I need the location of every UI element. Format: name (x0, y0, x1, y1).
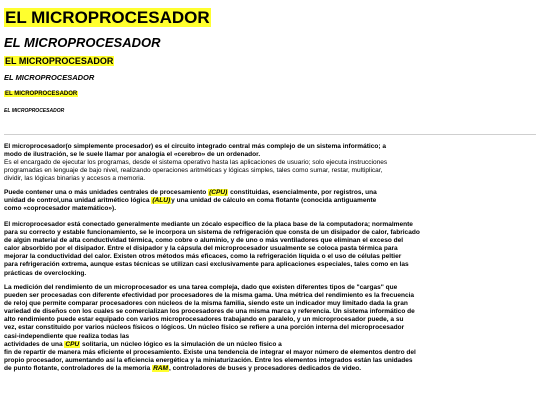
paragraph-line (4, 365, 532, 373)
heading-level-3 (4, 56, 114, 67)
paragraph-line: El microprocesador está conectado generalmente mediante un zócalo específico de la placa base de la computadora; normalmente (4, 221, 413, 228)
heading-level-3-text: EL MICROPROCESADOR (5, 56, 114, 66)
paragraph-line: alto rendimiento puede estar equipado con varios microprocesadores trabajando en paralelo, y un microprocesador puede, a su (4, 316, 404, 324)
text-run: y una unidad de cálculo en coma flotante (conocida antiguamente (171, 197, 377, 205)
heading-level-1-text: EL MICROPROCESADOR (5, 8, 210, 27)
heading-level-6: EL MICROPROCESADOR (4, 108, 65, 114)
term-cpu: CPU (65, 340, 80, 348)
paragraph-line: casi-independiente que realiza todas las (4, 332, 130, 340)
paragraph-line: de algún material de alta conductividad térmica, como cobre o aluminio, y de uno o más ventiladores que eliminan el exceso del (4, 237, 404, 245)
horizontal-divider (4, 134, 536, 135)
heading-level-5-text: EL MICROPROCESADOR (5, 91, 78, 97)
paragraph-line: fin de repartir de manera más eficiente el procesamiento. Existe una tendencia de integrar el mayor número de elementos dentro del (4, 348, 416, 356)
paragraph-performance (4, 284, 532, 373)
heading-level-2: EL MICROPROCESADOR (4, 35, 161, 50)
paragraph-line: de reloj que permite comparar procesadores con núcleos de la misma familia, siendo este un indicador muy limitado dada la gran (4, 300, 408, 308)
paragraph-line (4, 197, 532, 205)
heading-level-5 (4, 90, 78, 98)
paragraph-line: variedad de diseños con los cuales se comercializan los procesadores de una misma marca y referencia. Un sistema informático de (4, 308, 415, 316)
paragraph-line: como «coprocesador matemático»). (4, 205, 117, 213)
term-ram: RAM (153, 364, 168, 372)
paragraph-line: El microprocesador(o simplemente procesador) es el circuito integrado central más complejo de un sistema informático; a (4, 143, 387, 150)
paragraph-line: mejorar la conductividad del calor. Existen otros métodos más eficaces, como la refrigeración líquida o el uso de células peltier (4, 253, 402, 261)
paragraph-line: pueden ser procesadas con diferente efectividad por procesadores de la misma gama. Una métrica del rendimiento es la frecuencia (4, 292, 415, 300)
paragraph-line: propio procesador, aumentando así la eficiencia energética y la miniaturización. Entre los elementos integrados están las unidades (4, 356, 413, 364)
text-run: unidad de control,una unidad aritmético lógica (4, 197, 152, 205)
term-cpu: (CPU) (209, 189, 228, 196)
paragraph-line: dividir, las lógicas binarias y accesos a memoria. (4, 175, 146, 183)
paragraph-line (4, 341, 532, 349)
heading-level-4: EL MICROPROCESADOR (4, 73, 95, 82)
heading-level-1 (4, 8, 211, 28)
text-run: , controladores de buses y procesadores dedicados de video. (168, 364, 362, 372)
text-run: actividades de una (4, 340, 65, 348)
paragraph-components (4, 189, 532, 213)
text-run: de punto flotante, controladores de la memoria (4, 364, 153, 372)
paragraph-line: Es el encargado de ejecutar los programas, desde el sistema operativo hasta las aplicaciones de usuario; solo ejecuta instrucciones (4, 159, 388, 167)
paragraph-line: La medición del rendimiento de un microprocesador es una tarea compleja, dado que existen diferentes tipos de "cargas" que (4, 284, 398, 291)
text-run: solitaria, un núcleo lógico es la simulación de un núcleo físico a (80, 340, 282, 348)
paragraph-line: prácticas de overclocking. (4, 269, 87, 277)
paragraph-definition (4, 143, 532, 183)
paragraph-line (4, 189, 532, 197)
text-run: Puede contener una o más unidades centrales de procesamiento (4, 189, 209, 196)
term-alu: (ALU) (152, 197, 171, 205)
paragraph-line: vez, estar constituido por varios núcleos físicos o lógicos. Un núcleo físico se refiere a una porción interna del microprocesador (4, 324, 405, 332)
paragraph-line: modo de ilustración, se le suele llamar por analogía el «cerebro» de un ordenador. (4, 151, 261, 159)
paragraph-line: programadas en lenguaje de bajo nivel, realizando operaciones aritméticas y lógicas simples, tales como sumar, restar, multiplicar, (4, 167, 383, 175)
paragraph-line: para su correcto y estable funcionamiento, se le incorpora un sistema de refrigeración que consta de un disipador de calor, fabricado (4, 229, 420, 237)
paragraph-line: calor absorbido por el disipador. Entre el disipador y la cápsula del microprocesador usualmente se coloca pasta térmica para (4, 245, 398, 253)
paragraph-line: para refrigeración extrema, aunque estas técnicas se utilizan casi exclusivamente para aplicaciones especiales, tales como en las (4, 261, 409, 269)
paragraph-cooling (4, 221, 532, 278)
text-run: constituidas, esencialmente, por registros, una (228, 189, 377, 196)
